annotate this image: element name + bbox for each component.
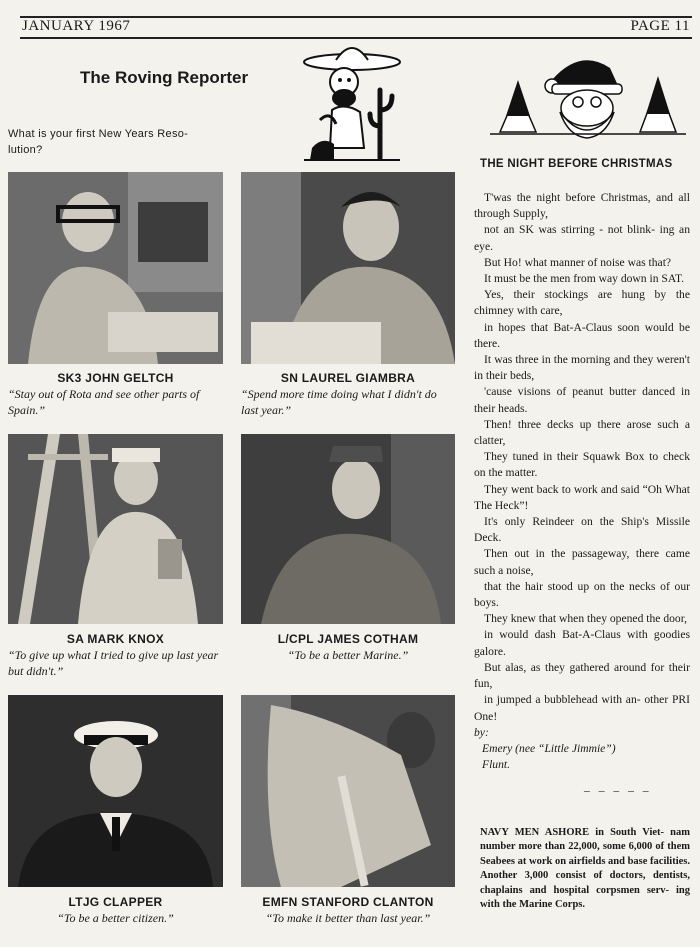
poem-line: 'cause visions of peanut butter danced in their heads. <box>474 385 690 415</box>
photo-john-geltch <box>8 172 223 364</box>
sombrero-cartoon-illustration <box>300 40 404 165</box>
poem-line: T'was the night before Christmas, and all through Supply, <box>474 191 690 221</box>
poem-line: that the hair stood up on the necks of our boys. <box>474 579 690 610</box>
photo-laurel-giambra <box>241 172 455 364</box>
photo-stanford-clanton <box>241 695 455 887</box>
roving-reporter-title: The Roving Reporter <box>80 68 249 87</box>
poem-line: Then out in the passageway, there came such a noise, <box>474 547 690 577</box>
poem-author: Emery (nee “Little Jimmie”) <box>482 741 616 755</box>
separator: _ _ _ _ _ <box>584 780 652 794</box>
header-rule-bottom <box>20 37 692 39</box>
roving-question: What is your first New Years Reso- lution? <box>8 128 189 156</box>
poem-line: It's only Reindeer on the Ship's Missile Deck. <box>474 515 690 545</box>
poem-body <box>474 190 690 796</box>
entry-name: SN LAUREL GIAMBRA <box>280 371 416 385</box>
navy-note: NAVY MEN ASHORE in South Viet- nam number more than 22,000, some 6,000 of them Seabees at work on airfields and base facilities. Another 3,000 consist of doctors, dentists, chaplains and hospital corpsmen serv- ing with the Marine Corps. <box>480 827 690 911</box>
poem-title: THE NIGHT BEFORE CHRISTMAS <box>480 158 673 170</box>
entry-quote: “Stay out of Rota and see other parts of Spain.” <box>8 387 200 417</box>
poem-line: in hopes that Bat-A-Claus soon would be there. <box>474 320 690 350</box>
entry-quote: “To make it better than last year.” <box>265 911 431 925</box>
poem-line: But Ho! what manner of noise was that? <box>484 255 672 269</box>
entry-quote: “To be a better citizen.” <box>57 911 174 925</box>
santa-illustration <box>490 50 686 140</box>
poem-line: not an SK was stirring - not blink- ing an eye. <box>474 223 690 253</box>
entry-quote: “To be a better Marine.” <box>287 648 409 662</box>
poem-line: Yes, their stockings are hung by the chimney with care, <box>474 288 690 318</box>
entry-name: L/CPL JAMES COTHAM <box>277 632 419 646</box>
poem-line: It must be the men from way down in SAT. <box>484 272 685 286</box>
poem-line: in would dash Bat-A-Claus with goodies galore. <box>474 628 690 658</box>
entry-name: LTJG CLAPPER <box>68 895 163 909</box>
entry-quote: “Spend more time doing what I didn't do last year.” <box>241 387 437 417</box>
poem-byline: by: <box>474 725 489 739</box>
page-number: PAGE 11 <box>630 18 690 34</box>
photo-james-cotham <box>241 434 455 624</box>
poem-line: It was three in the morning and they weren't in their beds, <box>474 353 690 383</box>
issue-date: JANUARY 1967 <box>22 18 131 34</box>
poem-line: They went back to work and said “Oh What The Heck”! <box>474 482 690 512</box>
photo-ltjg-clapper <box>8 695 223 887</box>
poem-author: Flunt. <box>482 758 511 772</box>
poem-line: They tuned in their Squawk Box to check on the matter. <box>474 450 690 480</box>
entry-name: EMFN STANFORD CLANTON <box>262 895 434 909</box>
poem-line: in jumped a bubblehead with an- other PRI One! <box>474 693 690 723</box>
entry-name: SK3 JOHN GELTCH <box>57 371 174 385</box>
photo-mark-knox <box>8 434 223 624</box>
entry-quote: “To give up what I tried to give up last year but didn't.” <box>8 648 219 678</box>
poem-line: But alas, as they gathered around for their fun, <box>474 660 690 691</box>
entry-name: SA MARK KNOX <box>66 632 165 646</box>
poem-line: Then! three decks up there arose such a clatter, <box>474 417 690 448</box>
poem-line: They knew that when they opened the door, <box>484 612 688 626</box>
